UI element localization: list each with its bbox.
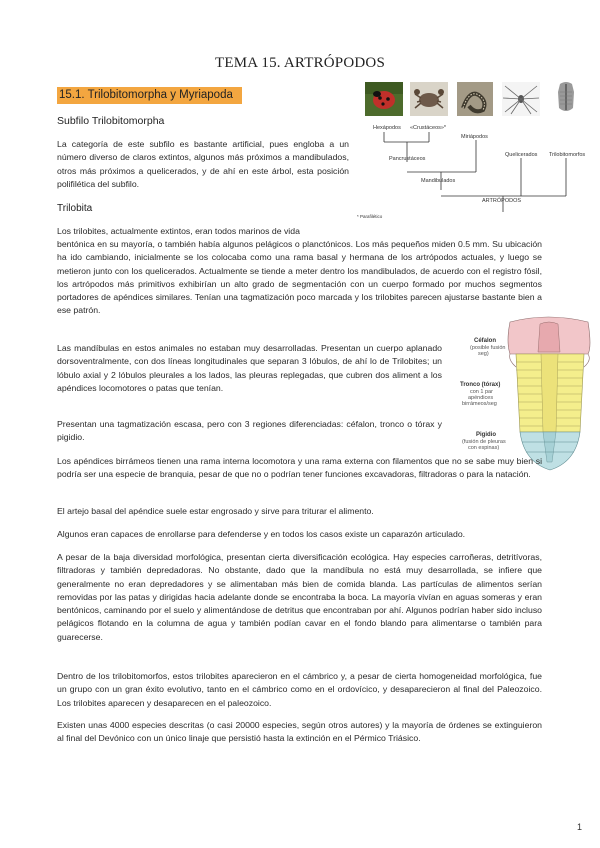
paragraph-trilobites: bentónica en su mayoría, o también había algunos pelágicos o planctónicos. Los más pequeños miden 0.5 mm. Su ubicación ha ido cambiando, inicialmente se los colocaba como una rama basal y hermana de los artrópodos actuales, y luego se metieron junto con los quelicerados. Actualmente se tiende a meter dentro los mandibulados, de acuerdo con el registro fósil, los artrópodos más primitivos exhibirían un alto grado de segmentación con un cuerpo formado por muchos segmentos portadores de apéndices similares. Tenían una tagmatización poco marcada y los trilobites parecen ajustarse bastante bien a ese patrón. bbox=[57, 239, 542, 316]
paragraph-apendices: Los apéndices birrámeos tienen una rama interna locomotora y una rama externa con filamentos que no se sabe muy bien si podría ser una especie de branquia, pesar de que no o podrían tener funciones excavadoras, filtradoras o para la natación. bbox=[57, 456, 542, 480]
millipede-photo bbox=[457, 82, 493, 116]
spider-photo bbox=[502, 82, 540, 116]
paragraph-mandibulas: Las mandíbulas en estos animales no estaban muy desarrolladas. Presentan un cuerpo aplanado dorsoventralmente, con dos líneas longitudinales que separan 3 lóbulos, de ahí lo de Trilobites; un lóbulo axial y 2 lóbulos pleurales a los lados, las pleuras replegadas, que cubren dos aliment a los apéndices locomotores o patas que tenían. bbox=[57, 343, 442, 393]
label-trilobitomorfos: Trilobitomorfos bbox=[549, 152, 586, 158]
section-heading: 15.1. Trilobitomorpha y Myriapoda bbox=[57, 87, 242, 104]
phylogeny-figure bbox=[355, 78, 590, 223]
paragraph-diversidad: A pesar de la baja diversidad morfológica, presentan cierta diversificación ecológica. Hay especies carroñeras, detritívoras, filtradoras y también depredadoras. No obstante, dado que la mandíbula no está muy desarrollada, se infiere que generalmente no eran depredadores y se alimentaban más bien de comida blanda. Las partículas de alimentos serían removidas por las patas y dirigidas hacia adelante donde se encontraba la boca. La mayoría vivían en aguas someras y eran bentónicos, caminando por el suelo y alimentándose de detritus que encontraban por ahí. Algunos podrían haber sido incluso pelágicos flotando en la columna de agua y también podían cavar en el fondo blando para alimentarse o también para guarecerse. bbox=[57, 552, 542, 642]
ladybug-photo bbox=[365, 82, 403, 116]
label-hexapodos: Hexápodos bbox=[373, 125, 401, 131]
label-pancrustaceos: Pancrustáceos bbox=[389, 156, 426, 162]
label-cefalon-note-1: (posible fusión bbox=[470, 345, 506, 351]
label-cefalon-note-2: seg) bbox=[478, 351, 489, 357]
paragraph-trilobites-first-line: Los trilobites, actualmente extintos, eran todos marinos de vida bbox=[57, 226, 300, 236]
label-pigidio: Pigidio bbox=[476, 432, 496, 438]
page-number: 1 bbox=[576, 822, 582, 832]
label-tronco: Tronco (tórax) bbox=[460, 382, 501, 388]
paragraph-enrollarse: Algunos eran capaces de enrollarse para defenderse y en todos los casos existe un caparazón articulado. bbox=[57, 529, 466, 539]
label-miriapodos: Miriápodos bbox=[461, 134, 488, 140]
label-tronco-note-1: con 1 par bbox=[470, 389, 493, 395]
trilobita-heading: Trilobita bbox=[57, 203, 93, 214]
paragraph-especies: Existen unas 4000 especies descritas (o casi 20000 especies, según otros autores) y la mayoría de órdenes se extinguieron al final del Devónico con un único linaje que persistió hasta la extinción en el Pérmico Triásico. bbox=[57, 720, 542, 744]
label-cefalon: Céfalon bbox=[474, 338, 497, 344]
label-footnote: * Parafilético bbox=[357, 214, 383, 219]
page-title: TEMA 15. ARTRÓPODOS bbox=[214, 55, 385, 71]
paragraph-artejo: El artejo basal del apéndice suele estar engrosado y sirve para triturar el alimento. bbox=[57, 506, 374, 516]
label-artropodos: ARTRÓPODOS bbox=[482, 198, 522, 204]
label-crustaceos: «Crustáceos»* bbox=[410, 125, 447, 131]
tree-branches bbox=[384, 132, 566, 212]
label-mandibulados: Mandibulados bbox=[421, 178, 456, 184]
label-pigidio-note-2: con espinas) bbox=[468, 445, 500, 451]
intro-paragraph: La categoría de este subfilo es bastante artificial, pues engloba a un número diverso de claros extintos, algunos más próximos a mandibulados, otros más próximos a quelicerados, y de ahí en este árbol, esta posición polifilética del subfilo. bbox=[57, 139, 349, 189]
paragraph-tagmatizacion: Presentan una tagmatización escasa, pero con 3 regiones diferenciadas: céfalon, tronco o tórax y pigidio. bbox=[57, 419, 442, 443]
trilobite-photo bbox=[550, 80, 582, 118]
paragraph-cambrico: Dentro de los trilobitomorfos, estos trilobites aparecieron en el cámbrico y, a pesar de cierta homogeneidad morfológica, fue un grupo con un gran éxito evolutivo, tanto en el cámbrico como en el ordovícico, y desaparecieron al final del Paleozoico. Los trilobites aparecen y desaparecen en el paleozoico. bbox=[57, 671, 542, 708]
label-tronco-note-3: birrámeos/seg bbox=[462, 401, 497, 407]
label-tronco-note-2: apéndices bbox=[468, 395, 494, 401]
label-quelicerados: Quelicerados bbox=[505, 152, 538, 158]
crab-photo bbox=[410, 82, 448, 116]
label-pigidio-note-1: (fusión de pleuras bbox=[462, 439, 506, 445]
subfilo-heading: Subfilo Trilobitomorpha bbox=[57, 115, 165, 127]
